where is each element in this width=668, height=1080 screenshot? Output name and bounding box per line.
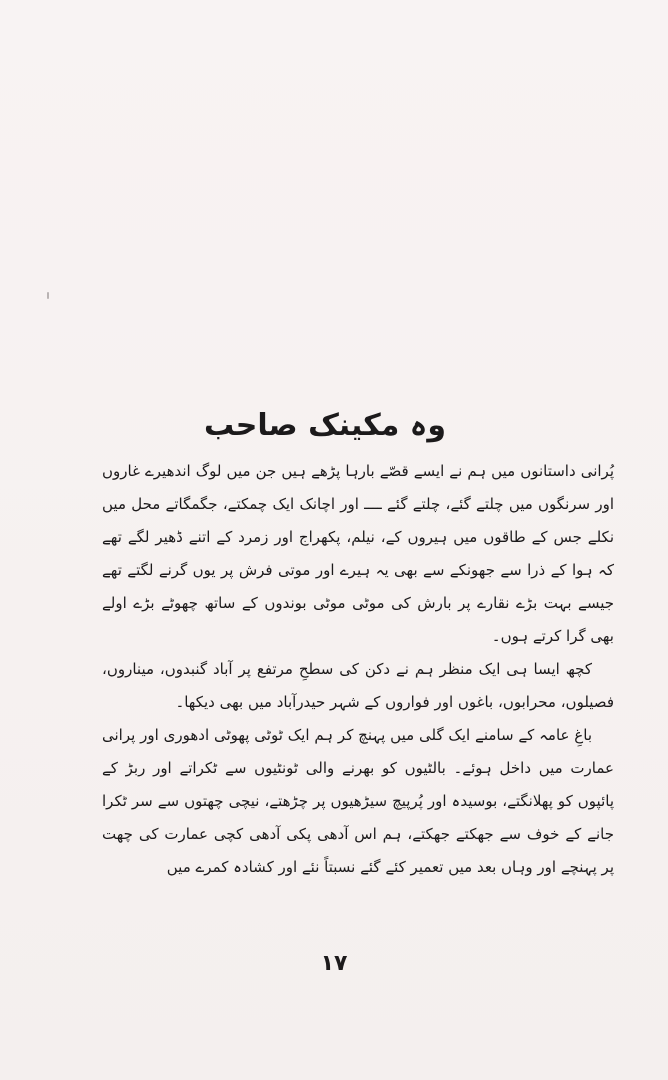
paragraph-2: کچھ ایسا ہی ایک منظر ہم نے دکن کی سطحِ مرتفع پر آباد گنبدوں، میناروں، فصیلوں، محرابوں، باغوں اور فواروں کے شہر حیدرآباد میں بھی دیکھا۔ (102, 660, 614, 711)
paragraph-1: پُرانی داستانوں میں ہم نے ایسے قصّے بارہا پڑھے ہیں جن میں لوگ اندھیرے غاروں اور سرنگوں میں چلتے گئے، چلتے گئے ــــ اور اچانک ایک چمکتے، جگمگاتے محل میں نکلے جس کے طاقوں میں ہیروں کے، نیلم، پکھراج اور زمرد کے اتنے ڈھیر لگے تھے کہ ہوا کے ذرا سے جھونکے سے بھی یہ ہیرے اور موتی فرش پر یوں گرنے لگتے تھے جیسے بہت بڑے نقارے پر بارش کی موٹی موٹی بوندوں کے ساتھ چھوٹے بڑے اولے بھی گرا کرتے ہوں۔ (102, 462, 614, 645)
chapter-title: وہ مکینک صاحب (204, 408, 446, 444)
paper-speck (47, 292, 49, 299)
body-text (102, 455, 614, 884)
paragraph-3: باغِ عامہ کے سامنے ایک گلی میں پہنچ کر ہم ایک ٹوٹی پھوٹی ادھوری اور پرانی عمارت میں داخل ہوئے۔ بالٹیوں کو بھرنے والی ٹونٹیوں سے ٹکراتے اور ربڑ کے پائپوں کو پھلانگتے، بوسیدہ اور پُرپیچ سیڑھیوں پر چڑھتے، نیچی چھتوں سے سر ٹکرا جانے کے خوف سے جھکتے جھکتے، ہم اس آدھی پکی آدھی کچی عمارت کی چھت پر پہنچے اور وہاں بعد میں تعمیر کئے گئے نسبتاً نئے اور کشادہ کمرے میں (102, 726, 614, 876)
page-number: ۱۷ (320, 951, 348, 976)
